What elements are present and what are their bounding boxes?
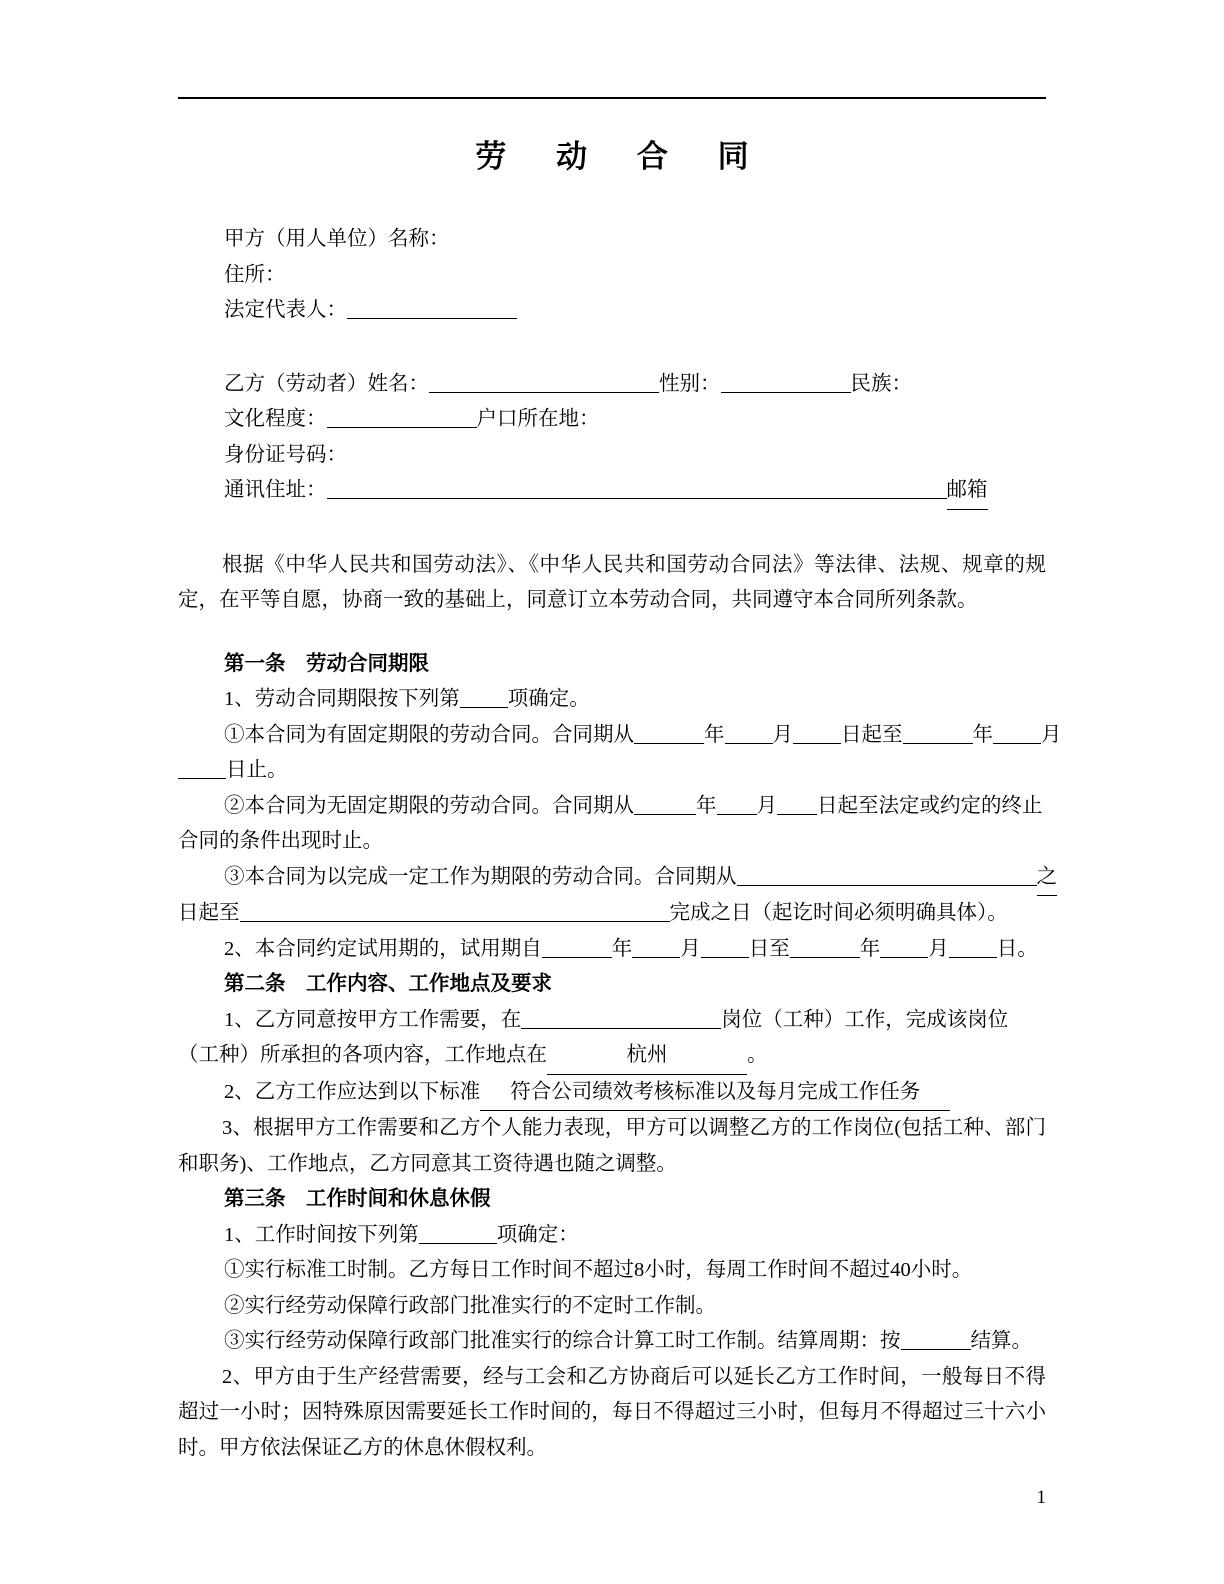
article-1-item2-year-blank[interactable] [542,937,612,958]
article-1-item2-month2-label: 月 [928,937,949,960]
article-1-opt1-month-blank[interactable] [725,723,773,744]
article-3-option-3-text-a: ③实行经劳动保障行政部门批准实行的综合计算工时工作制。结算周期：按 [224,1330,901,1352]
spacer [178,619,1046,647]
article-1-opt1-end-label: 日止。 [226,759,288,781]
document-body [178,222,1062,1466]
article-2-item-1-text-a: 1、乙方同意按甲方工作需要，在 [224,1008,522,1031]
article-3-settlement-blank[interactable] [901,1329,971,1350]
article-1-opt2-year-blank[interactable] [634,794,696,815]
party-b-id-label: 身份证号码： [224,443,347,466]
article-1-opt2-day-blank[interactable] [777,794,817,815]
article-1-opt1-year2-label: 年 [972,723,993,746]
header-divider [178,97,1046,99]
article-3-item-1 [178,1218,1046,1254]
article-3-item-1-blank[interactable] [419,1223,497,1244]
article-1-item-2-text-a: 2、本合同约定试用期的，试用期自 [224,937,542,960]
party-b-mailing-blank[interactable] [327,478,947,499]
article-1-opt1-month-label: 月 [772,723,793,746]
article-2-work-location-value[interactable]: 杭州 [547,1038,747,1075]
article-1-item2-month2-blank[interactable] [880,937,928,958]
article-1-item2-day-label: 日至 [748,937,790,960]
party-b-mailing-line [178,473,1046,510]
party-a-address-label: 住所： [224,263,286,286]
article-1-item-2 [178,932,1046,968]
spacer [178,510,1046,548]
article-1-item-1-text-a: 1、劳动合同期限按下列第 [224,688,460,710]
party-b-email-label: 邮箱 [947,473,988,510]
party-b-education-line [178,402,1046,438]
article-1-item-1 [178,682,1046,718]
article-1-opt1-year2-blank[interactable] [903,723,973,744]
party-b-name-label: 乙方（劳动者）姓名： [224,372,429,395]
article-2-item-2 [178,1075,1046,1112]
article-1-option-2-text: ②本合同为无固定期限的劳动合同。合同期从 [224,794,634,817]
article-1-opt1-month2-blank[interactable] [993,723,1041,744]
article-2-item-1-text-c: （工种）所承担的各项内容，工作地点在 [178,1044,547,1066]
article-1-item2-day-blank[interactable] [701,937,749,958]
article-1-option-3-line-1 [178,860,1057,897]
party-a-legal-rep-line [178,293,1046,329]
article-2-item-2-text-a: 2、乙方工作应达到以下标准 [224,1080,481,1103]
party-b-gender-blank[interactable] [721,372,851,393]
article-1-opt1-year-blank[interactable] [634,723,704,744]
party-b-name-blank[interactable] [429,372,659,393]
article-1-opt2-year-label: 年 [696,794,717,817]
article-1-item-1-blank[interactable] [460,687,508,708]
article-1-opt1-year-label: 年 [704,723,725,746]
article-1-opt3-zhi: 之 [1037,860,1058,897]
article-1-option-2-line-1 [178,789,1046,825]
article-1-opt1-day-label: 日起至 [841,723,903,746]
party-a-legal-rep-label: 法定代表人： [224,299,347,321]
article-2-item-1-text-b: 岗位（工种）工作，完成该岗位 [721,1008,1009,1031]
article-1-option-3-text: ③本合同为以完成一定工作为期限的劳动合同。合同期从 [224,865,737,888]
article-1-opt1-month2-label: 月 [1041,723,1062,746]
party-b-id-line [178,438,1046,474]
article-1-option-2-text-c: 合同的条件出现时止。 [178,830,383,852]
article-1-option-3-line-2 [178,896,1046,932]
article-1-opt2-month-blank[interactable] [717,794,757,815]
party-b-household-label: 户口所在地： [476,408,600,430]
article-2-item-1-line-2 [178,1038,1046,1075]
article-3-option-3-text-b: 结算。 [970,1330,1032,1352]
party-b-education-label: 文化程度： [224,408,327,430]
article-3-item-1-text-a: 1、工作时间按下列第 [224,1223,419,1246]
party-a-name-line [178,222,1046,258]
article-3-item-2: 2、甲方由于生产经营需要，经与工会和乙方协商后可以延长乙方工作时间，一般每日不得超过一小时；因特殊原因需要延长工作时间的，每日不得超过三小时，但每月不得超过三十六小时。甲方依法保证乙方的休息休假权利。 [178,1365,1046,1459]
article-1-option-3-text-c: 完成之日（起讫时间必须明确具体）。 [669,902,1008,924]
article-3-item-1-text-b: 项确定： [496,1223,579,1246]
party-b-ethnicity-label: 民族： [850,372,912,395]
article-3-option-3 [178,1324,1046,1360]
article-1-item2-year2-label: 年 [859,937,881,960]
article-1-opt2-month-label: 月 [756,794,777,817]
article-1-item2-day2-blank[interactable] [949,937,997,958]
article-1-opt3-blank-2[interactable] [240,901,670,922]
article-1-option-3-text-b: 日起至 [178,902,240,924]
article-3-heading: 第三条 工作时间和休息休假 [224,1188,491,1210]
article-2-heading: 第二条 工作内容、工作地点及要求 [224,973,552,995]
article-1-opt1-day-blank[interactable] [793,723,841,744]
article-2-item-3: 3、根据甲方工作需要和乙方个人能力表现，甲方可以调整乙方的工作岗位(包括工种、部门和职务)、工作地点，乙方同意其工资待遇也随之调整。 [178,1117,1046,1175]
article-2-position-blank[interactable] [521,1008,721,1029]
article-1-item-1-text-b: 项确定。 [507,688,590,710]
article-1-opt3-blank-1[interactable] [737,865,1037,886]
preamble-paragraph: 根据《中华人民共和国劳动法》、《中华人民共和国劳动合同法》等法律、法规、规章的规定，在平等自愿，协商一致的基础上，同意订立本劳动合同，共同遵守本合同所列条款。 [178,553,1046,611]
party-b-name-line [178,367,1046,403]
article-2-performance-standard-value[interactable]: 符合公司绩效考核标准以及每月完成工作任务 [480,1075,950,1112]
article-3-option-1: ①实行标准工时制。乙方每日工作时间不超过8小时，每周工作时间不超过40小时。 [224,1259,973,1281]
party-a-legal-rep-blank[interactable] [347,298,517,319]
article-1-item2-month-label: 月 [680,937,701,960]
article-1-item2-end-label: 日。 [996,937,1038,960]
article-3-option-2: ②实行经劳动保障行政部门批准实行的不定时工作制。 [224,1294,716,1317]
article-1-item2-year2-blank[interactable] [790,937,860,958]
article-1-opt1-day2-blank[interactable] [178,758,226,779]
article-1-item2-month-blank[interactable] [632,937,680,958]
article-1-option-1-line-2 [178,753,1046,789]
party-a-address-line [178,258,1046,294]
article-1-option-1-line-1 [178,718,1062,754]
article-1-heading: 第一条 劳动合同期限 [224,652,429,675]
article-1-item2-year-label: 年 [611,937,633,960]
party-b-education-blank[interactable] [327,407,477,428]
party-b-gender-label: 性别： [659,372,721,395]
article-1-opt2-text-b: 日起至法定或约定的终止 [817,794,1043,817]
article-2-item-1-line-1 [178,1003,1046,1039]
article-1-option-2-line-2 [178,824,1046,860]
page-number: 1 [1036,1487,1046,1508]
spacer [178,329,1046,367]
article-2-item-1-text-d: 。 [747,1044,768,1066]
article-1-option-1-text: ①本合同为有固定期限的劳动合同。合同期从 [224,723,634,746]
party-a-name-label: 甲方（用人单位）名称： [224,228,450,250]
party-b-mailing-label: 通讯住址： [224,479,327,501]
page-title: 劳 动 合 同 [475,139,770,174]
